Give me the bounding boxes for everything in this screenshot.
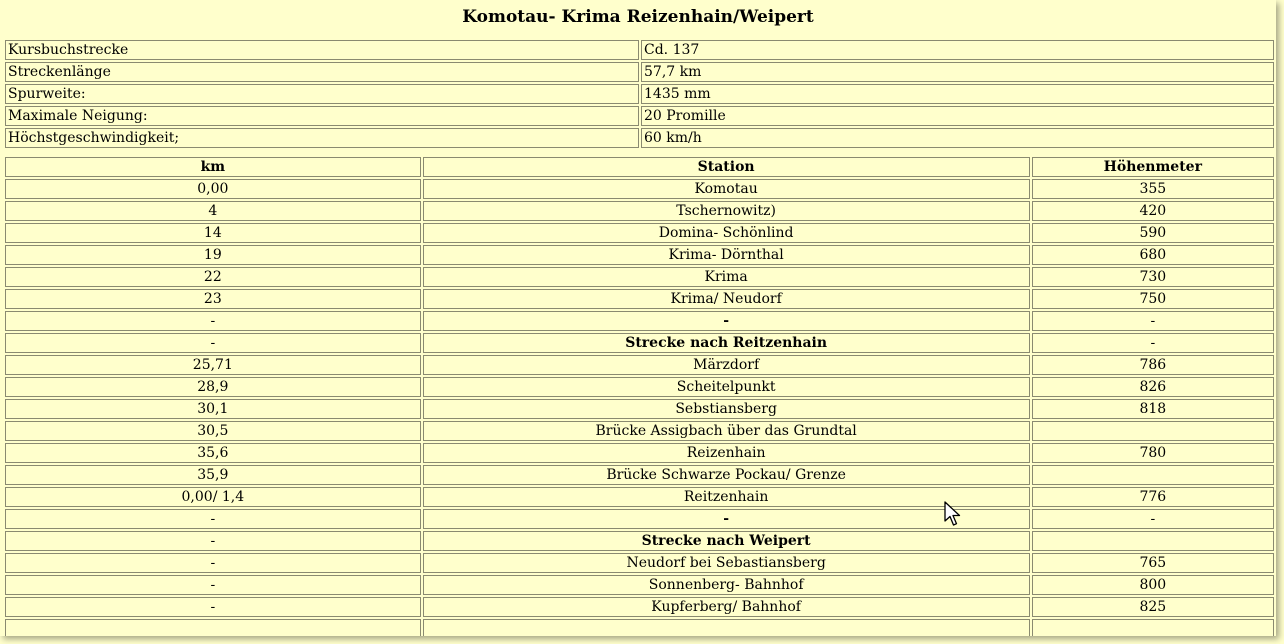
cell-station: Krima- Dörnthal [423,245,1030,265]
page-title: Komotau- Krima Reizenhain/Weipert [462,7,814,27]
cell-hoehenmeter: 765 [1032,553,1274,573]
info-label: Maximale Neigung: [5,106,639,126]
station-table [3,155,1276,636]
table-row [5,245,1274,265]
cell-hoehenmeter: 776 [1032,487,1274,507]
info-label: Streckenlänge [5,62,639,82]
cell-station: Reizenhain [423,443,1030,463]
table-row [5,355,1274,375]
cell-km: - [5,575,421,595]
table-row [5,597,1274,617]
cell-hoehenmeter [1032,531,1274,551]
cell-station: Krima/ Neudorf [423,289,1030,309]
cell-hoehenmeter [1032,465,1274,485]
info-value: 60 km/h [641,128,1274,148]
cell-station: Komotau [423,179,1030,199]
info-label: Spurweite: [5,84,639,104]
cell-km: 30,5 [5,421,421,441]
table-row [5,553,1274,573]
cell-km: 0,00 [5,179,421,199]
table-row [5,267,1274,287]
cell-km: 4 [5,201,421,221]
cell-km: - [5,311,421,331]
cell-km: - [5,553,421,573]
table-row [5,399,1274,419]
cell-hoehenmeter: 730 [1032,267,1274,287]
cell-km: - [5,597,421,617]
cell-station: Tschernowitz) [423,201,1030,221]
cell-hoehenmeter: - [1032,333,1274,353]
header-hoehenmeter: Höhenmeter [1032,157,1274,177]
cell-km: 28,9 [5,377,421,397]
info-row [5,106,1274,126]
cell-hoehenmeter: 780 [1032,443,1274,463]
cell-km: 22 [5,267,421,287]
cell-km [5,619,421,636]
table-row [5,531,1274,551]
table-row [5,289,1274,309]
cell-station: Brücke Assigbach über das Grundtal [423,421,1030,441]
info-row [5,40,1274,60]
cell-km: 0,00/ 1,4 [5,487,421,507]
cell-hoehenmeter [1032,619,1274,636]
cell-station: Neudorf bei Sebastiansberg [423,553,1030,573]
table-row [5,311,1274,331]
route-info-table [3,38,1276,150]
cell-hoehenmeter: 420 [1032,201,1274,221]
cell-hoehenmeter: 818 [1032,399,1274,419]
cell-station: Sebstiansberg [423,399,1030,419]
table-row [5,619,1274,636]
table-row [5,223,1274,243]
cell-km: - [5,531,421,551]
station-table-header [5,157,1274,177]
info-label: Kursbuchstrecke [5,40,639,60]
cell-hoehenmeter: 680 [1032,245,1274,265]
cell-station: Brücke Schwarze Pockau/ Grenze [423,465,1030,485]
cell-station: Strecke nach Weipert [423,531,1030,551]
table-row [5,443,1274,463]
cell-station: - [423,509,1030,529]
cell-station: Reitzenhain [423,487,1030,507]
table-row [5,487,1274,507]
cell-km: - [5,509,421,529]
cell-station: - [423,311,1030,331]
table-row [5,333,1274,353]
info-value: 57,7 km [641,62,1274,82]
cell-km: 19 [5,245,421,265]
cell-station: Domina- Schönlind [423,223,1030,243]
cell-station: Sonnenberg- Bahnhof [423,575,1030,595]
cell-station [423,619,1030,636]
cell-station: Märzdorf [423,355,1030,375]
table-row [5,575,1274,595]
table-row [5,201,1274,221]
mouse-pointer-icon [944,501,964,529]
cell-hoehenmeter: 355 [1032,179,1274,199]
cell-hoehenmeter: 825 [1032,597,1274,617]
info-row [5,62,1274,82]
table-row [5,465,1274,485]
cell-hoehenmeter [1032,421,1274,441]
table-row [5,421,1274,441]
cell-station: Strecke nach Reitzenhain [423,333,1030,353]
cell-station: Krima [423,267,1030,287]
cell-station: Kupferberg/ Bahnhof [423,597,1030,617]
info-row [5,128,1274,148]
info-value: 1435 mm [641,84,1274,104]
header-station: Station [423,157,1030,177]
info-value: Cd. 137 [641,40,1274,60]
cell-hoehenmeter: - [1032,509,1274,529]
cell-km: - [5,333,421,353]
cell-km: 30,1 [5,399,421,419]
cell-km: 35,9 [5,465,421,485]
cell-hoehenmeter: - [1032,311,1274,331]
cell-km: 23 [5,289,421,309]
cell-station: Scheitelpunkt [423,377,1030,397]
info-row [5,84,1274,104]
header-km: km [5,157,421,177]
cell-hoehenmeter: 590 [1032,223,1274,243]
cell-hoehenmeter: 826 [1032,377,1274,397]
table-row [5,377,1274,397]
info-value: 20 Promille [641,106,1274,126]
cell-hoehenmeter: 786 [1032,355,1274,375]
cell-km: 14 [5,223,421,243]
info-label: Höchstgeschwindigkeit; [5,128,639,148]
cell-km: 35,6 [5,443,421,463]
table-row [5,179,1274,199]
table-row [5,509,1274,529]
cell-hoehenmeter: 800 [1032,575,1274,595]
cell-km: 25,71 [5,355,421,375]
cell-hoehenmeter: 750 [1032,289,1274,309]
